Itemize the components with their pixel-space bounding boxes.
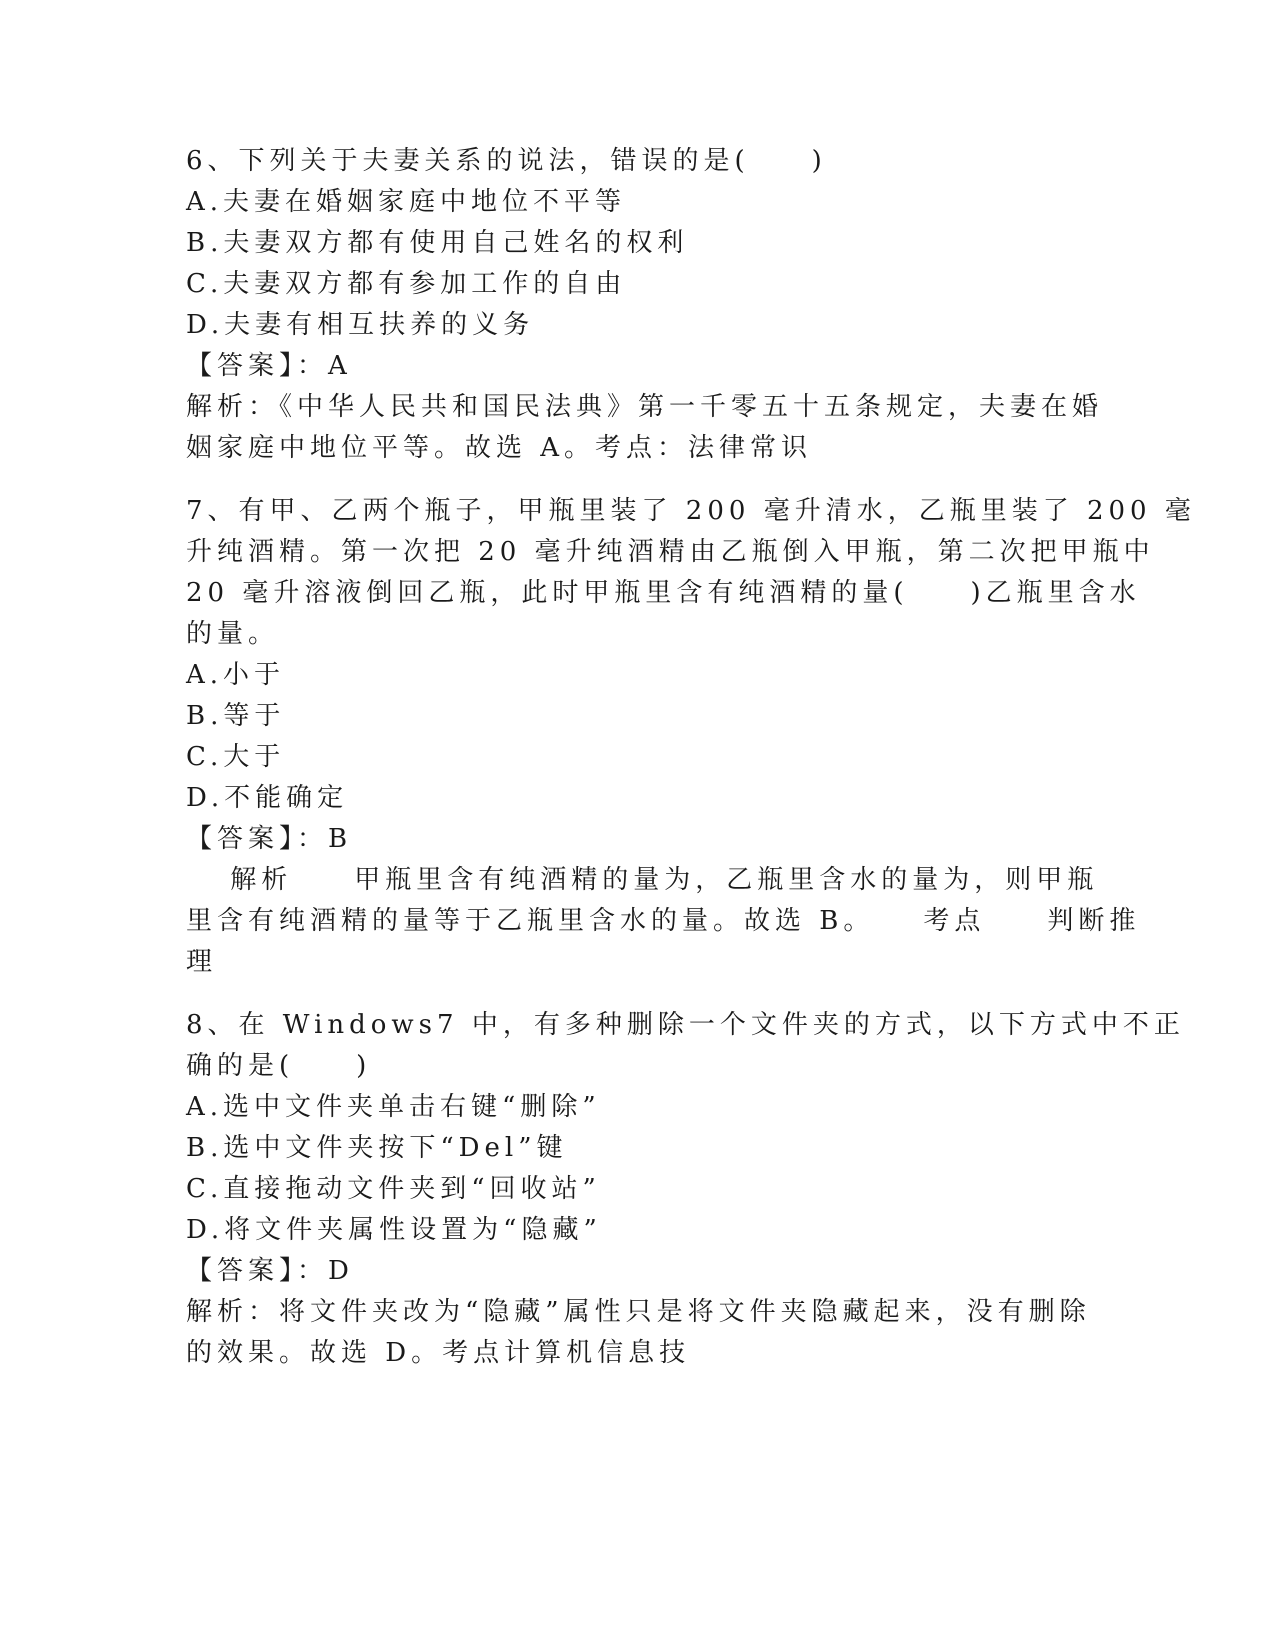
question-7-option-d: D.不能确定 (186, 783, 349, 813)
question-8-option-a: A.选中文件夹单击右键“删除” (186, 1092, 601, 1122)
question-7-option-c: C.大于 (186, 742, 286, 772)
question-6-analysis-line-1: 解析：《中华人民共和国民法典》第一千零五十五条规定，夫妻在婚 (186, 392, 1104, 422)
question-7-stem-line-2: 升纯酒精。第一次把 20 毫升纯酒精由乙瓶倒入甲瓶，第二次把甲瓶中 (186, 537, 1155, 567)
question-6-option-b: B.夫妻双方都有使用自己姓名的权利 (186, 228, 689, 258)
question-6-analysis-line-2: 姻家庭中地位平等。故选 A。考点：法律常识 (186, 433, 813, 463)
question-8-stem-line-1: 8、在 Windows7 中，有多种删除一个文件夹的方式，以下方式中不正 (186, 1010, 1185, 1040)
question-7-option-b: B.等于 (186, 701, 286, 731)
question-7-analysis-line-1: 解析 甲瓶里含有纯酒精的量为，乙瓶里含水的量为，则甲瓶 (186, 865, 1099, 895)
question-8-option-d: D.将文件夹属性设置为“隐藏” (186, 1215, 602, 1245)
question-7-analysis-line-3: 理 (186, 947, 218, 977)
question-7-stem-line-3: 20 毫升溶液倒回乙瓶，此时甲瓶里含有纯酒精的量( )乙瓶里含水 (186, 578, 1141, 608)
question-8-option-c: C.直接拖动文件夹到“回收站” (186, 1174, 601, 1204)
question-8-stem-line-2: 确的是( ) (186, 1051, 372, 1081)
question-8-analysis-line-1: 解析：将文件夹改为“隐藏”属性只是将文件夹隐藏起来，没有删除 (186, 1297, 1091, 1327)
question-6-option-c: C.夫妻双方都有参加工作的自由 (186, 269, 627, 299)
question-7-analysis-line-2: 里含有纯酒精的量等于乙瓶里含水的量。故选 B。 考点 判断推 (186, 906, 1141, 936)
question-7-stem-line-1: 7、有甲、乙两个瓶子，甲瓶里装了 200 毫升清水，乙瓶里装了 200 毫 (186, 496, 1196, 526)
question-7-answer: 【答案】：B (186, 824, 353, 854)
question-6-answer: 【答案】：A (186, 351, 352, 381)
question-6-option-a: A.夫妻在婚姻家庭中地位不平等 (186, 187, 627, 217)
question-6-option-d: D.夫妻有相互扶养的义务 (186, 310, 535, 340)
question-7-option-a: A.小于 (186, 660, 286, 690)
question-7-stem-line-4: 的量。 (186, 619, 280, 649)
question-8-option-b: B.选中文件夹按下“Del”键 (186, 1133, 568, 1163)
question-8-answer: 【答案】：D (186, 1256, 354, 1286)
question-8-analysis-line-2: 的效果。故选 D。考点计算机信息技 (186, 1338, 691, 1368)
question-6-stem-line-1: 6、下列关于夫妻关系的说法，错误的是( ) (186, 146, 827, 176)
